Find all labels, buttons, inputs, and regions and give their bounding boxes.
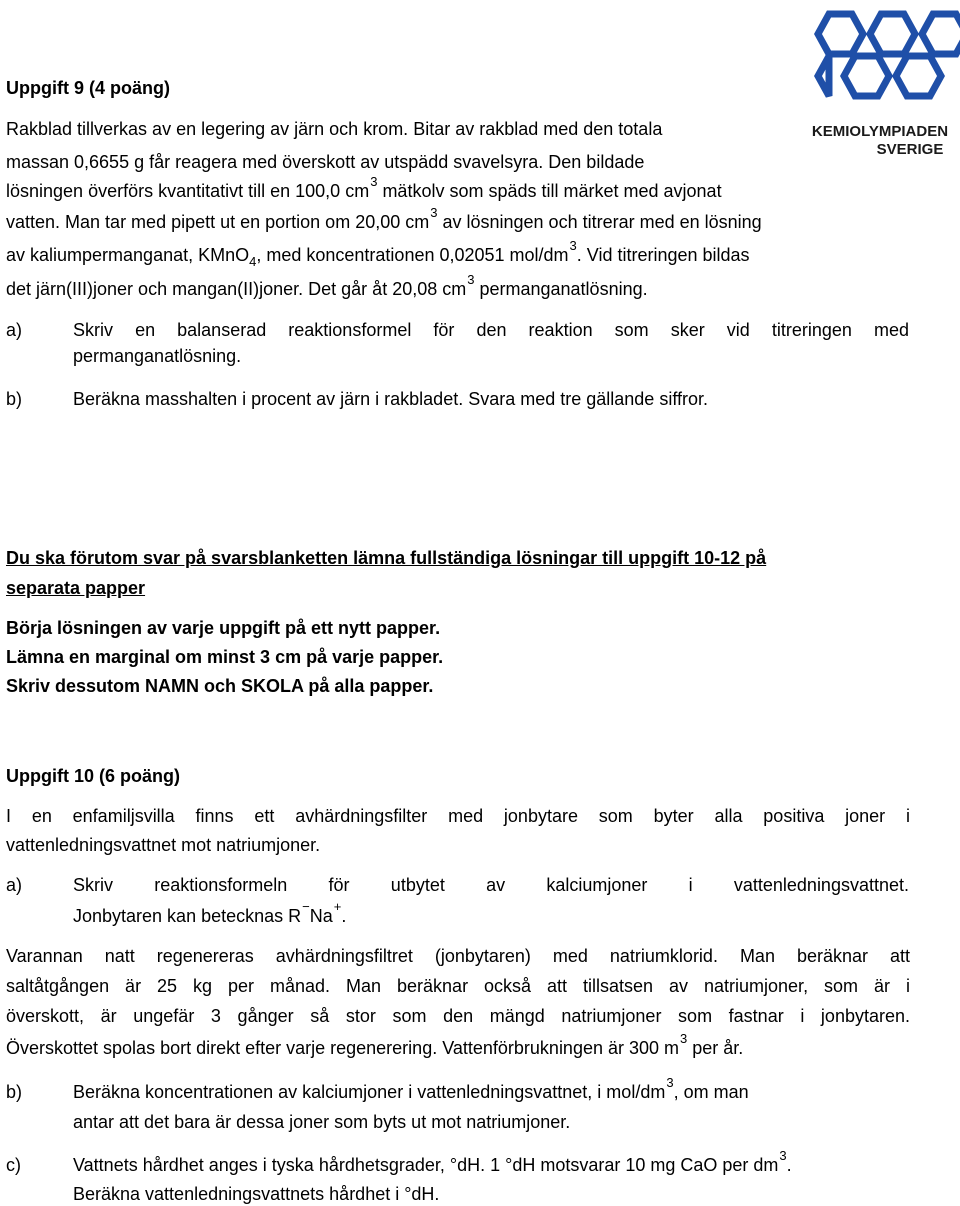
- honeycomb-icon: [818, 14, 960, 96]
- text-segment: Na: [309, 906, 333, 926]
- task10-c-line1: [73, 1148, 792, 1177]
- task9-a-line2: permanganatlösning.: [73, 346, 242, 366]
- text-segment: av lösningen och titrerar med en lösning: [442, 212, 762, 232]
- text-segment: per år.: [692, 1038, 744, 1058]
- task10-c-label: c): [6, 1155, 21, 1175]
- task9-text-line3: [6, 174, 722, 203]
- task10-b-line2: antar att det bara är dessa joner som byts ut mot natriumjoner.: [73, 1112, 571, 1132]
- instructions-heading-line2: separata papper: [6, 578, 146, 598]
- text-segment: . Vid titreringen bildas: [576, 245, 750, 265]
- task10-intro-line1: I en enfamiljsvilla finns ett avhärdningsfilter med jonbytare som byter alla positiva joner i: [6, 806, 910, 826]
- task10-main-line1: Varannan natt regenereras avhärdningsfiltret (jonbytaren) med natriumklorid. Man beräknar att: [6, 946, 910, 966]
- task9-a-label: a): [6, 320, 23, 340]
- logo-line2: SVERIGE: [876, 141, 944, 158]
- superscript: 3: [680, 1031, 688, 1046]
- text-segment: Vattnets hårdhet anges i tyska hårdhetsgrader, °dH. 1 °dH motsvarar 10 mg CaO per dm: [73, 1155, 779, 1175]
- task9-text-line6: [6, 272, 648, 301]
- superscript: 3: [467, 272, 475, 287]
- task10-title: Uppgift 10 (6 poäng): [6, 766, 180, 786]
- text-segment: mätkolv som späds till märket med avjonat: [382, 181, 722, 201]
- task9-b-line1: Beräkna masshalten i procent av järn i rakbladet. Svara med tre gällande siffror.: [73, 389, 709, 409]
- superscript: 3: [666, 1075, 674, 1090]
- task9-a-line1: Skriv en balanserad reaktionsformel för den reaktion som sker vid titreringen med: [73, 320, 909, 340]
- task10-b-label: b): [6, 1082, 23, 1102]
- superscript: +: [333, 899, 342, 914]
- text-segment: .: [786, 1155, 792, 1175]
- task10-a-line2: [73, 899, 347, 928]
- logo-line1: KEMIOLYMPIADEN: [811, 123, 949, 140]
- task10-a-label: a): [6, 875, 23, 895]
- superscript: 3: [779, 1148, 787, 1163]
- text-segment: av kaliumpermanganat, KMnO: [6, 245, 250, 265]
- task10-intro-line2: vattenledningsvattnet mot natriumjoner.: [6, 835, 321, 855]
- superscript: 3: [430, 205, 438, 220]
- text-segment: Överskottet spolas bort direkt efter varje regenerering. Vattenförbrukningen är 300 m: [6, 1038, 680, 1058]
- text-segment: permanganatlösning.: [479, 279, 648, 299]
- task9-text-line5: [6, 238, 750, 269]
- text-segment: , med koncentrationen 0,02051 mol/dm: [256, 245, 569, 265]
- text-segment: vatten. Man tar med pipett ut en portion om 20,00 cm: [6, 212, 430, 232]
- task9-text-line4: [6, 205, 762, 234]
- subscript: 4: [249, 254, 257, 269]
- instruction-rule-2: Lämna en marginal om minst 3 cm på varje papper.: [6, 647, 444, 667]
- text-segment: , om man: [673, 1082, 749, 1102]
- superscript: 3: [370, 174, 378, 189]
- text-segment: .: [341, 906, 347, 926]
- task10-main-line3: överskott, är ungefär 3 gånger så stor som den mängd natriumjoner som fastnar i jonbytaren.: [6, 1006, 910, 1026]
- superscript: 3: [569, 238, 577, 253]
- text-segment: lösningen överförs kvantitativt till en 100,0 cm: [6, 181, 370, 201]
- kemiolympiaden-logo: [800, 4, 960, 162]
- task10-main-line4: [6, 1031, 744, 1060]
- task10-c-line2: Beräkna vattenledningsvattnets hårdhet i °dH.: [73, 1184, 440, 1204]
- instructions-heading-line1: Du ska förutom svar på svarsblanketten lämna fullständiga lösningar till uppgift 10-12 på: [6, 548, 767, 568]
- task10-b-line1: [73, 1075, 749, 1104]
- text-segment: Jonbytaren kan betecknas R: [73, 906, 302, 926]
- task9-text-line2: massan 0,6655 g får reagera med överskott av utspädd svavelsyra. Den bildade: [6, 152, 645, 172]
- task9-text-line1: Rakblad tillverkas av en legering av järn och krom. Bitar av rakblad med den totala: [6, 119, 663, 139]
- text-segment: Beräkna koncentrationen av kalciumjoner i vattenledningsvattnet, i mol/dm: [73, 1082, 666, 1102]
- task10-main-line2: saltåtgången är 25 kg per månad. Man beräknar också att tillsatsen av natriumjoner, som är i: [6, 976, 910, 996]
- instruction-rule-3: Skriv dessutom NAMN och SKOLA på alla papper.: [6, 676, 434, 696]
- text-segment: det järn(III)joner och mangan(II)joner. Det går åt 20,08 cm: [6, 279, 467, 299]
- instruction-rule-1: Börja lösningen av varje uppgift på ett nytt papper.: [6, 618, 441, 638]
- task9-b-label: b): [6, 389, 23, 409]
- superscript: −: [302, 899, 310, 914]
- task9-title: Uppgift 9 (4 poäng): [6, 78, 170, 98]
- task10-a-line1: Skriv reaktionsformeln för utbytet av kalciumjoner i vattenledningsvattnet.: [73, 875, 909, 895]
